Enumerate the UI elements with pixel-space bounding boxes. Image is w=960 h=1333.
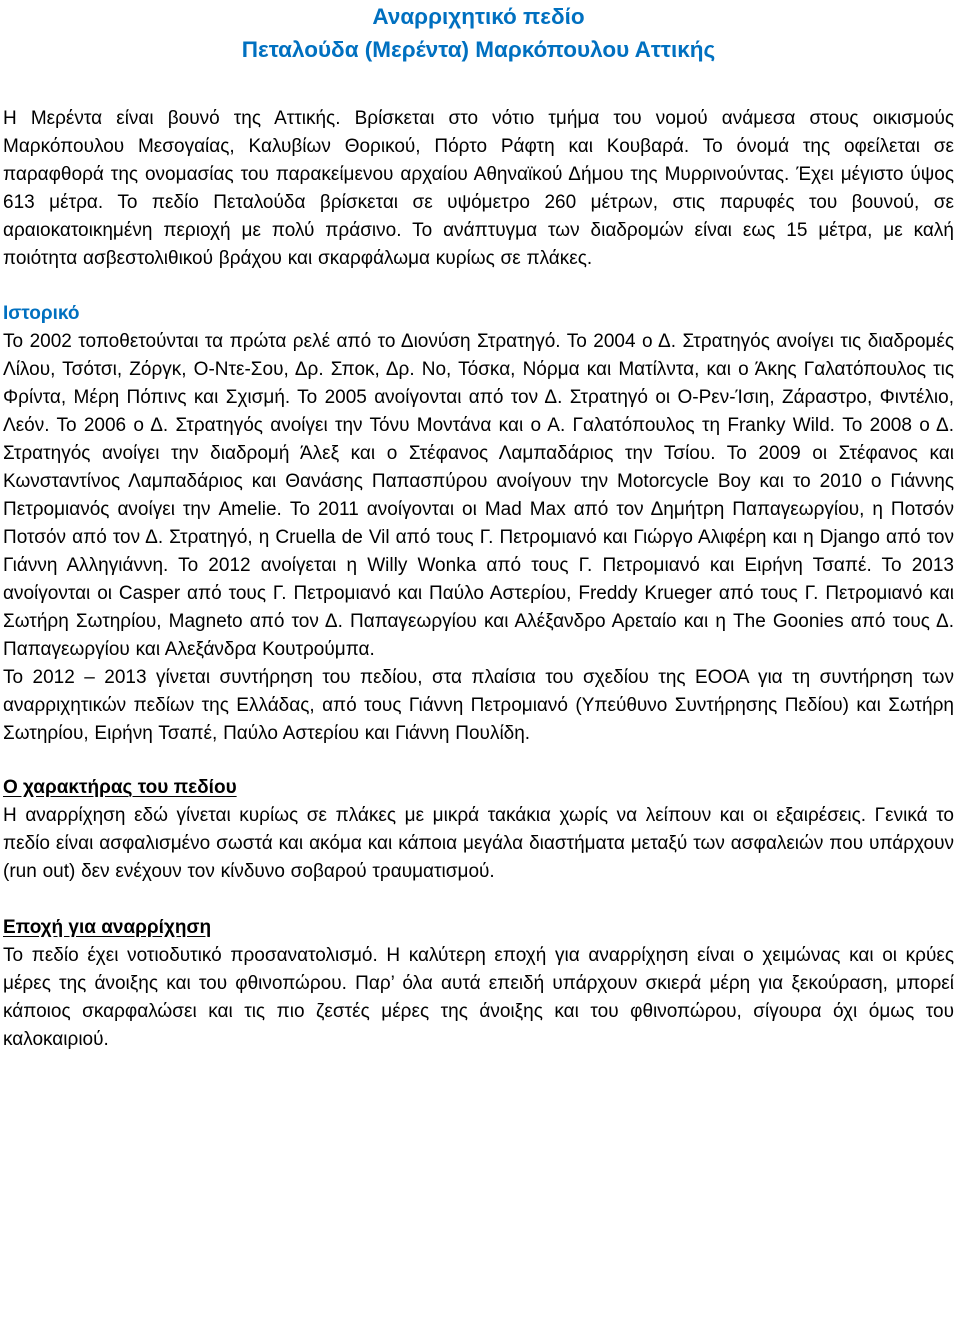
history-paragraph-1: Το 2002 τοποθετούνται τα πρώτα ρελέ από το Διονύση Στρατηγό. Το 2004 ο Δ. Στρατηγός ανοίγει τις διαδρομές Λίλου, Τσότσι, Ζόργκ, Ο-Ντε-Σου, Δρ. Σποκ, Δρ. Νο, Τόσκα, Νόρμα και Ματίλντα, και ο Άκης Γαλατόπουλος τις Φρίντα, Μέρη Πόπινς και Σχισμή. Το 2005 ανοίγονται από τον Δ. Στρατηγό οι Ο-Ρεν-Ίσιη, Ζάραστρο, Φιντέλιο, Λεόν. Το 2006 ο Δ. Στρατηγός ανοίγει την Τόνυ Μοντάνα και ο Α. Γαλατόπουλος τη Franky Wild. Το 2008 ο Δ. Στρατηγός ανοίγει την διαδρομή Άλεξ και ο Στέφανος Λαμπαδάριος την Τσίου. Το 2009 οι Στέφανος και Κωνσταντίνος Λαμπαδάριος και Θανάσης Παπασπύρου ανοίγουν την Motorcycle Boy και το 2010 ο Γιάννης Πετρομιανός ανοίγει την Amelie. Το 2011 ανοίγονται οι Mad Max από τον Δημήτρη Παπαγεωργίου, η Ποτσόν Ποτσόν από τον Δ. Στρατηγό, η Cruella de Vil από τους Γ. Πετρομιανό και Γιώργο Αλιφέρη και η Django από τον Γιάννη Αλληγιάννη. Το 2012 ανοίγεται η Willy Wonka από τους Γ. Πετρομιανό και Ειρήνη Τσαπέ. Το 2013 ανοίγονται οι Casper από τους Γ. Πετρομιανό και Παύλο Αστερίου, Freddy Krueger από τους Γ. Πετρομιανό και Σωτήρη Σωτηρίου, Magneto από τον Δ. Παπαγεωργίου και Αλέξανδρο Αρεταίο και η The Goonies από τους Δ. Παπαγεωργίου και Αλεξάνδρα Κουτρούμπα.: [3, 331, 954, 660]
spacer: [3, 748, 954, 774]
spacer: [3, 273, 954, 300]
intro-paragraph: Η Μερέντα είναι βουνό της Αττικής. Βρίσκεται στο νότιο τμήμα του νομού ανάμεσα στους οικισμούς Μαρκόπουλου Μεσογαίας, Καλυβίων Θορικού, Πόρτο Ράφτη και Κουβαρά. Το όνομά της οφείλεται σε παραφθορά της ονομασίας του παρακείμενου αρχαίου Αθηναϊκού Δήμου της Μυρρινούντας. Έχει μέγιστο ύψος 613 μέτρα. Το πεδίο Πεταλούδα βρίσκεται σε υψόμετρο 260 μέτρων, στις παρυφές του βουνού, σε αραιοκατοικημένη περιοχή με πολύ πράσινο. Το ανάπτυγμα των διαδρομών είναι εως 15 μέτρα, με καλή ποιότητα ασβεστολιθικού βράχου και σκαρφάλωμα κυρίως σε πλάκες.: [3, 108, 954, 269]
document-title-line-2: Πεταλούδα (Μερέντα) Μαρκόπουλου Αττικής: [241, 37, 716, 62]
character-paragraph: Η αναρρίχηση εδώ γίνεται κυρίως σε πλάκες με μικρά τακάκια χωρίς να λείπουν και οι εξαιρέσεις. Γενικά το πεδίο είναι ασφαλισμένο σωστά και ακόμα και κάποια μεγάλα διαστήματα μεταξύ των ασφαλειών που υπάρχουν (run out) δεν ενέχουν τον κίνδυνο σοβαρού τραυματισμού.: [3, 805, 954, 882]
character-heading: Ο χαρακτήρας του πεδίου: [3, 777, 237, 798]
season-heading: Εποχή για αναρρίχηση: [3, 917, 212, 938]
spacer: [3, 66, 954, 105]
document-title-line-1: Αναρριχητικό πεδίο: [372, 4, 585, 29]
spacer: [3, 886, 954, 914]
history-paragraph-2: Το 2012 – 2013 γίνεται συντήρηση του πεδίου, στα πλαίσια του σχεδίου της ΕΟΟΑ για τη συντήρηση των αναρριχητικών πεδίων της Ελλάδας, από τους Γιάννη Πετρομιανό (Υπεύθυνο Συντήρησης Πεδίου) και Σωτήρη Σωτηρίου, Ειρήνη Τσαπέ, Παύλο Αστερίου και Γιάννη Πουλίδη.: [3, 667, 954, 744]
season-paragraph: Το πεδίο έχει νοτιοδυτικό προσανατολισμό. Η καλύτερη εποχή για αναρρίχηση είναι ο χειμώνας και οι κρύες μέρες της άνοιξης και του φθινοπώρου. Παρ’ όλα αυτά επειδή υπάρχουν σκιερά μέρη για ξεκούραση, μπορεί κάποιος σκαρφαλώσει και τις πιο ζεστές μέρες της άνοιξης και του φθινοπώρου, σίγουρα όχι όμως του καλοκαιριού.: [3, 945, 954, 1050]
history-heading: Ιστορικό: [3, 303, 80, 324]
